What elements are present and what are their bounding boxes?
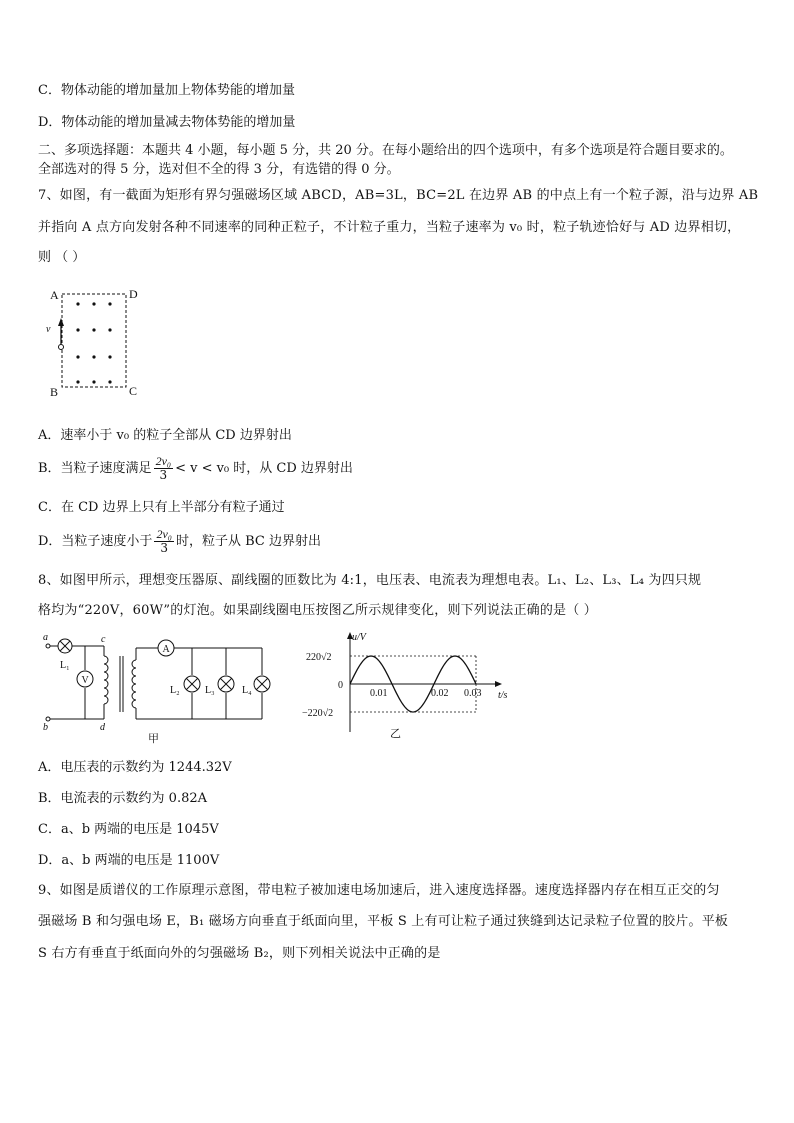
field-dot [108, 380, 111, 383]
fraction-denominator: 3 [160, 541, 168, 555]
q7-stem-line3: 则 （ ） [38, 250, 86, 265]
terminal-b-icon [46, 717, 50, 721]
terminal-b-label: b [43, 722, 48, 733]
velocity-label: v [46, 324, 51, 335]
q7-option-b [38, 455, 353, 483]
x-tick-003: 0.03 [464, 688, 482, 699]
q7-option-b-suffix: < v < v₀ 时，从 CD 边界射出 [175, 461, 353, 476]
fraction [154, 455, 174, 482]
corner-label-b: B [50, 385, 59, 399]
field-dot [108, 328, 111, 331]
lamp-l1-icon [58, 639, 72, 653]
q8-option-a: A．电压表的示数约为 1244.32V [38, 760, 232, 775]
q6-option-c: C．物体动能的增加量加上物体势能的增加量 [38, 83, 295, 98]
voltmeter-label: V [81, 675, 89, 686]
q6-option-d: D．物体动能的增加量减去物体势能的增加量 [38, 115, 296, 130]
terminal-c-label: c [101, 634, 106, 645]
field-dot [76, 328, 79, 331]
origin-label: 0 [338, 680, 343, 691]
q7-option-d-prefix: D．当粒子速度小于 [38, 534, 153, 549]
fraction-denominator: 3 [159, 468, 168, 482]
q8-option-d: D．a、b 两端的电压是 1100V [38, 853, 220, 868]
lamp-l1-label: L₁ [60, 660, 70, 671]
fraction [154, 528, 174, 555]
q9-stem-line3: S 右方有垂直于纸面向外的匀强磁场 B₂，则下列相关说法中正确的是 [38, 946, 441, 961]
q8-transformer-circuit [38, 630, 278, 748]
q9-stem-line2: 强磁场 B 和匀强电场 E，B₁ 磁场方向垂直于纸面向里，平板 S 上有可让粒子通过狭缝到达记录粒子位置的胶片。平板 [38, 914, 729, 929]
fraction-numerator: 2v₀ [156, 527, 172, 541]
field-dot [92, 302, 95, 305]
q7-option-b-prefix: B．当粒子速度满足 [38, 461, 152, 476]
q7-stem-line2: 并指向 A 点方向发射各种不同速率的同种正粒子，不计粒子重力，当粒子速率为 v₀ 时，粒子轨迹恰好与 AD 边界相切， [38, 220, 741, 235]
ammeter-label: A [162, 644, 170, 655]
corner-label-a: A [50, 288, 59, 302]
lamp-l3-icon [218, 676, 234, 692]
q7-option-d-suffix: 时，粒子从 BC 边界射出 [175, 534, 321, 549]
y-tick-min: −220√2 [302, 708, 334, 719]
y-tick-max: 220√2 [306, 652, 332, 663]
arrow-head-icon [58, 318, 64, 326]
x-axis-label: t/s [498, 690, 508, 701]
lamp-l4-icon [254, 676, 270, 692]
lamp-l2-icon [184, 676, 200, 692]
fraction-numerator: 2v₀ [155, 454, 172, 468]
terminal-a-icon [46, 644, 50, 648]
corner-label-c: C [129, 384, 138, 398]
q8-option-b: B．电流表的示数约为 0.82A [38, 791, 208, 806]
lamp-l4-label: L₄ [242, 685, 252, 696]
terminal-d-label: d [100, 722, 105, 733]
corner-label-d: D [129, 287, 138, 301]
field-dot [92, 328, 95, 331]
section2-instruction-line1: 二、多项选择题：本题共 4 小题，每小题 5 分，共 20 分。在每小题给出的四个选项中，有多个选项是符合题目要求的。 [38, 143, 733, 158]
q7-option-a: A．速率小于 v₀ 的粒子全部从 CD 边界射出 [38, 428, 292, 443]
field-dot [76, 302, 79, 305]
lamp-l2-label: L₂ [170, 685, 180, 696]
lamp-l3-label: L₃ [205, 685, 215, 696]
q7-magnetic-field-figure [40, 284, 150, 400]
field-dot [76, 355, 79, 358]
figure-caption-yi: 乙 [390, 728, 401, 740]
section2-instruction-line2: 全部选对的得 5 分，选对但不全的得 3 分，有选错的得 0 分。 [38, 162, 400, 177]
figure-caption-jia: 甲 [148, 733, 159, 745]
q8-stem-line1: 8、如图甲所示，理想变压器原、副线圈的匝数比为 4:1，电压表、电流表为理想电表。L₁、L₂、L₃、L₄ 为四只规 [38, 573, 702, 588]
field-dot [108, 302, 111, 305]
terminal-a-label: a [43, 632, 48, 643]
particle-source-icon [59, 345, 64, 350]
q9-stem-line1: 9、如图是质谱仪的工作原理示意图，带电粒子被加速电场加速后，进入速度选择器。速度选择器内存在相互正交的匀 [38, 883, 720, 898]
q7-stem-line1: 7、如图，有一截面为矩形有界匀强磁场区域 ABCD，AB=3L，BC=2L 在边界 AB 的中点上有一个粒子源，沿与边界 AB [38, 188, 759, 203]
q7-option-c: C．在 CD 边界上只有上半部分有粒子通过 [38, 500, 285, 515]
x-tick-001: 0.01 [370, 688, 388, 699]
q8-option-c: C．a、b 两端的电压是 1045V [38, 822, 219, 837]
q8-voltage-graph [300, 630, 515, 742]
q8-stem-line2: 格均为“220V，60W”的灯泡。如果副线圈电压按图乙所示规律变化，则下列说法正确的是（ ） [38, 603, 597, 618]
field-dot [108, 355, 111, 358]
y-axis-label: u/V [352, 632, 366, 643]
x-axis-arrow-icon [495, 681, 502, 687]
field-dot [92, 380, 95, 383]
x-tick-002: 0.02 [431, 688, 449, 699]
field-dot [76, 380, 79, 383]
field-dot [92, 355, 95, 358]
q7-option-d [38, 528, 321, 556]
